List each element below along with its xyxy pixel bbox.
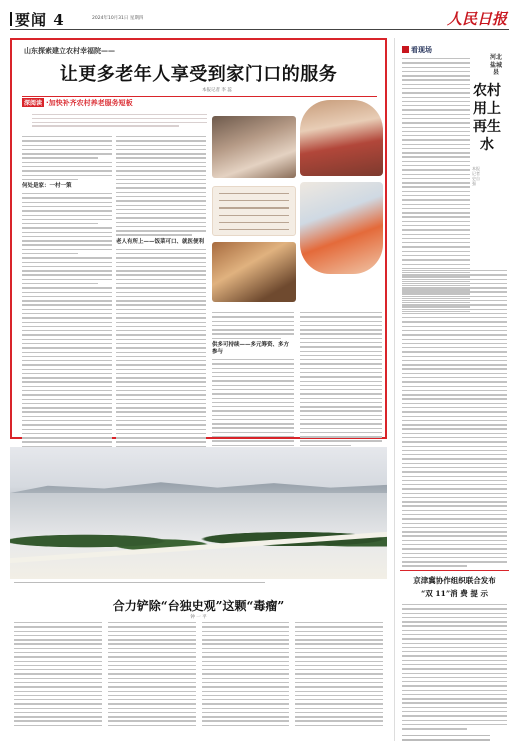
right-news-rule [400, 570, 509, 571]
photo-dining [212, 242, 296, 302]
photo-elderly-meal [212, 116, 296, 178]
tag-square-icon [402, 46, 409, 53]
text-column-2 [116, 136, 206, 480]
newspaper-logo: 人民日报 [446, 10, 507, 28]
masthead [10, 8, 509, 30]
series-title: ·加快补齐农村养老服务短板 [46, 99, 133, 107]
series-tag [22, 98, 133, 108]
series-tag-label: 深阅读 [24, 100, 43, 107]
landscape-photo [10, 447, 387, 579]
article-2-title: 合力铲除“台独史观”这颗“毒瘤” [112, 599, 285, 613]
article-2-author: 钟 一 平 [190, 615, 207, 620]
column-divider [394, 38, 395, 741]
article-headline: 让更多老年人享受到家门口的服务 [59, 64, 338, 85]
photo-caption [14, 582, 383, 590]
main-article [10, 38, 387, 439]
photo-caption-box [212, 186, 296, 236]
photo-health-check [300, 182, 383, 274]
text-column-3 [212, 312, 294, 453]
location-label: 河北盐城县 [490, 54, 503, 76]
article-lede [32, 114, 207, 129]
right-news-subtitle: “双 11”消 费 提 示 [420, 589, 488, 598]
subhead-2: 老人有所上——饭菜可口、就医便利 [116, 238, 205, 245]
photo-service-staff [300, 100, 383, 176]
editorial-staff [402, 735, 507, 741]
article-byline: 本报记者 李 蕊 [202, 88, 232, 93]
headline-rule [22, 96, 377, 97]
date-line: 2024年10月31日 星期四 [92, 16, 144, 21]
subhead-1: 何处是家：一村一策 [22, 183, 72, 190]
article-kicker: 山东探索建立农村幸福院—— [24, 46, 115, 55]
right-news-text [402, 604, 507, 732]
right-column [400, 38, 509, 741]
column-tag: 看现场 [402, 45, 432, 55]
photo-collage [212, 100, 383, 310]
article-2-body [14, 622, 383, 734]
section-title: 要闻 4 [10, 9, 65, 30]
subhead-3: 供多可持续——多元筹资、多方参与 [212, 341, 290, 355]
right-article-text-bottom [402, 270, 507, 570]
vertical-headline: 农村用上再生水 [473, 83, 501, 153]
text-column-1 [22, 136, 112, 471]
text-column-4 [300, 312, 382, 449]
right-byline: 本报记者 史自强 [472, 166, 480, 186]
right-news-title: 京津冀协作组织联合发布 [413, 576, 496, 585]
